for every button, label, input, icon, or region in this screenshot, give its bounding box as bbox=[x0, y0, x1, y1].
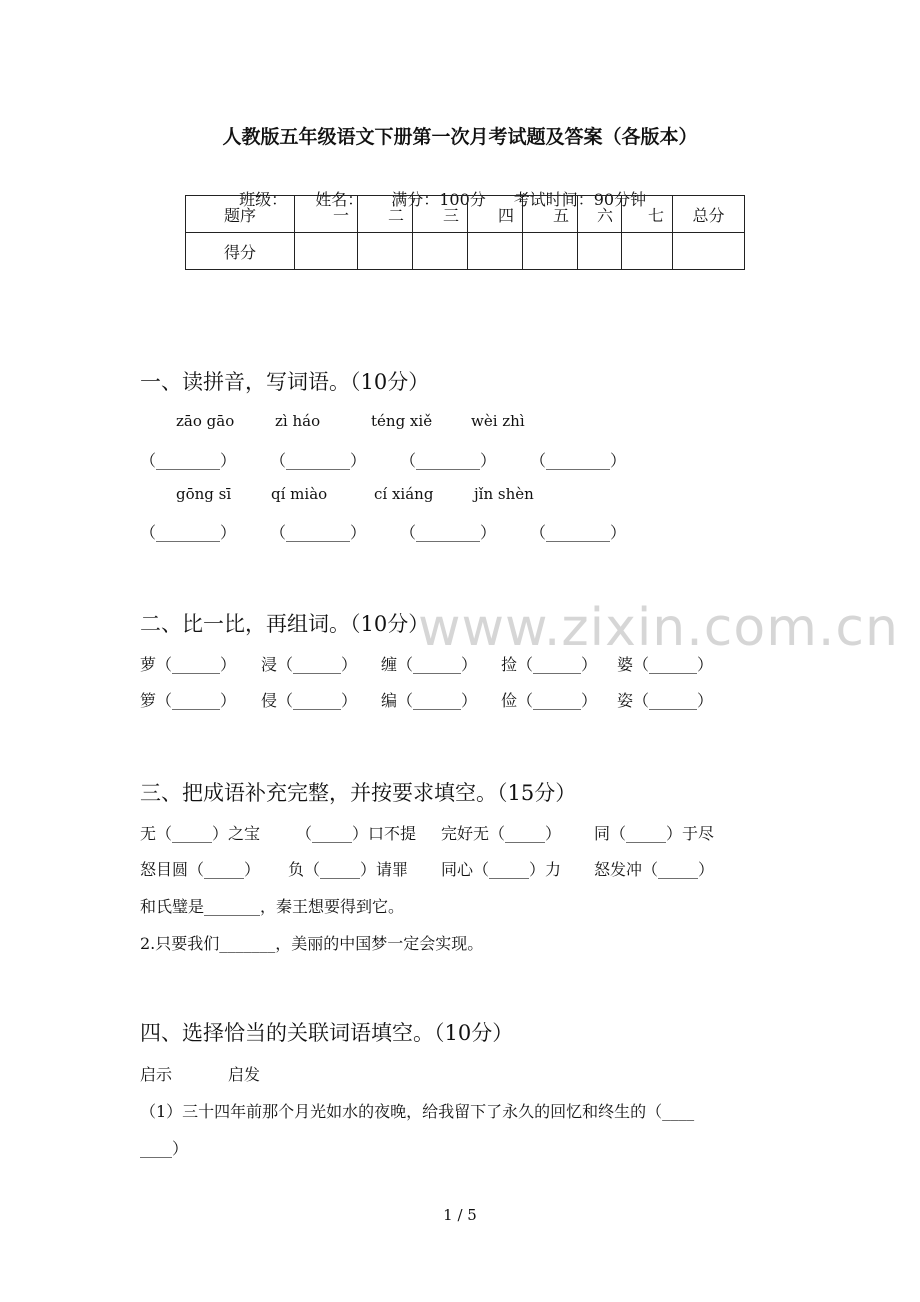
section-1-heading: 一、读拼音，写词语。（10分） bbox=[140, 370, 430, 394]
table-cell: 四 bbox=[468, 196, 523, 233]
pinyin: téng xiě bbox=[371, 412, 433, 430]
pinyin: cí xiáng bbox=[374, 485, 434, 503]
pinyin: zāo gāo bbox=[176, 412, 235, 430]
idiom-item[interactable]: 怒发冲（_____） bbox=[594, 860, 715, 879]
table-cell: 三 bbox=[413, 196, 468, 233]
class-label: 班级： bbox=[239, 190, 288, 209]
section-2-heading: 二、比一比，再组词。（10分） bbox=[140, 612, 430, 636]
idiom-item[interactable]: 负（_____）请罪 bbox=[288, 860, 409, 879]
score-table-score-row bbox=[186, 233, 745, 270]
page-number: 1 / 5 bbox=[443, 1206, 477, 1224]
table-cell: 一 bbox=[295, 196, 358, 233]
exam-time-label: 考试时间：90分钟 bbox=[513, 190, 647, 209]
section-4-heading: 四、选择恰当的关联词语填空。（10分） bbox=[140, 1021, 514, 1045]
pinyin: jǐn shèn bbox=[474, 485, 534, 503]
table-cell bbox=[468, 233, 523, 270]
section-3-heading: 三、把成语补充完整，并按要求填空。（15分） bbox=[140, 781, 577, 805]
answer-blank[interactable]: （________） bbox=[530, 451, 627, 470]
answer-blank[interactable]: （________） bbox=[140, 523, 237, 542]
table-cell bbox=[622, 233, 673, 270]
name-label: 姓名： bbox=[315, 190, 364, 209]
pinyin: wèi zhì bbox=[471, 412, 525, 430]
word-item[interactable]: 缠（______） bbox=[381, 655, 478, 674]
table-cell: 得分 bbox=[186, 233, 295, 270]
full-score-label: 满分：100分 bbox=[391, 190, 486, 209]
idiom-item[interactable]: 完好无（_____） bbox=[441, 824, 562, 843]
word-item[interactable]: 萝（______） bbox=[140, 655, 237, 674]
idiom-item[interactable]: 同（_____）于尽 bbox=[594, 824, 715, 843]
word-item[interactable]: 箩（______） bbox=[140, 691, 237, 710]
table-cell bbox=[358, 233, 413, 270]
word-item[interactable]: 婆（______） bbox=[617, 655, 714, 674]
word-item[interactable]: 编（______） bbox=[381, 691, 478, 710]
question-text-continued[interactable]: ____） bbox=[140, 1139, 189, 1158]
fill-sentence[interactable]: 2.只要我们_______，美丽的中国梦一定会实现。 bbox=[140, 934, 484, 953]
idiom-item[interactable]: 无（_____）之宝 bbox=[140, 824, 261, 843]
idiom-item[interactable]: 怒目圆（_____） bbox=[140, 860, 261, 879]
answer-blank[interactable]: （________） bbox=[400, 523, 497, 542]
table-cell: 题序 bbox=[186, 196, 295, 233]
word-item[interactable]: 捡（______） bbox=[501, 655, 598, 674]
option-word: 启发 bbox=[228, 1065, 261, 1084]
option-word: 启示 bbox=[140, 1065, 173, 1084]
page-title: 人教版五年级语文下册第一次月考试题及答案（各版本） bbox=[222, 126, 698, 148]
score-table-header-row bbox=[186, 196, 745, 233]
score-table bbox=[185, 195, 745, 270]
table-cell: 五 bbox=[523, 196, 578, 233]
table-cell: 总分 bbox=[673, 196, 745, 233]
answer-blank[interactable]: （________） bbox=[400, 451, 497, 470]
table-cell: 六 bbox=[578, 196, 622, 233]
pinyin: zì háo bbox=[275, 412, 321, 430]
answer-blank[interactable]: （________） bbox=[530, 523, 627, 542]
answer-blank[interactable]: （________） bbox=[140, 451, 237, 470]
table-cell: 七 bbox=[622, 196, 673, 233]
table-cell bbox=[523, 233, 578, 270]
word-item[interactable]: 俭（______） bbox=[501, 691, 598, 710]
word-item[interactable]: 浸（______） bbox=[261, 655, 358, 674]
pinyin: gōng sī bbox=[176, 485, 232, 503]
table-cell bbox=[673, 233, 745, 270]
pinyin: qí miào bbox=[271, 485, 328, 503]
word-item[interactable]: 侵（______） bbox=[261, 691, 358, 710]
table-cell: 二 bbox=[358, 196, 413, 233]
idiom-item[interactable]: 同心（_____）力 bbox=[441, 860, 562, 879]
table-cell bbox=[295, 233, 358, 270]
fill-sentence[interactable]: 和氏璧是_______，秦王想要得到它。 bbox=[140, 897, 405, 916]
answer-blank[interactable]: （________） bbox=[270, 523, 367, 542]
answer-blank[interactable]: （________） bbox=[270, 451, 367, 470]
table-cell bbox=[413, 233, 468, 270]
idiom-item[interactable]: （_____）口不提 bbox=[296, 824, 417, 843]
watermark: www.zixin.com.cn bbox=[418, 598, 899, 658]
question-text[interactable]: （1）三十四年前那个月光如水的夜晚，给我留下了永久的回忆和终生的（____ bbox=[140, 1102, 695, 1121]
table-cell bbox=[578, 233, 622, 270]
word-item[interactable]: 姿（______） bbox=[617, 691, 714, 710]
